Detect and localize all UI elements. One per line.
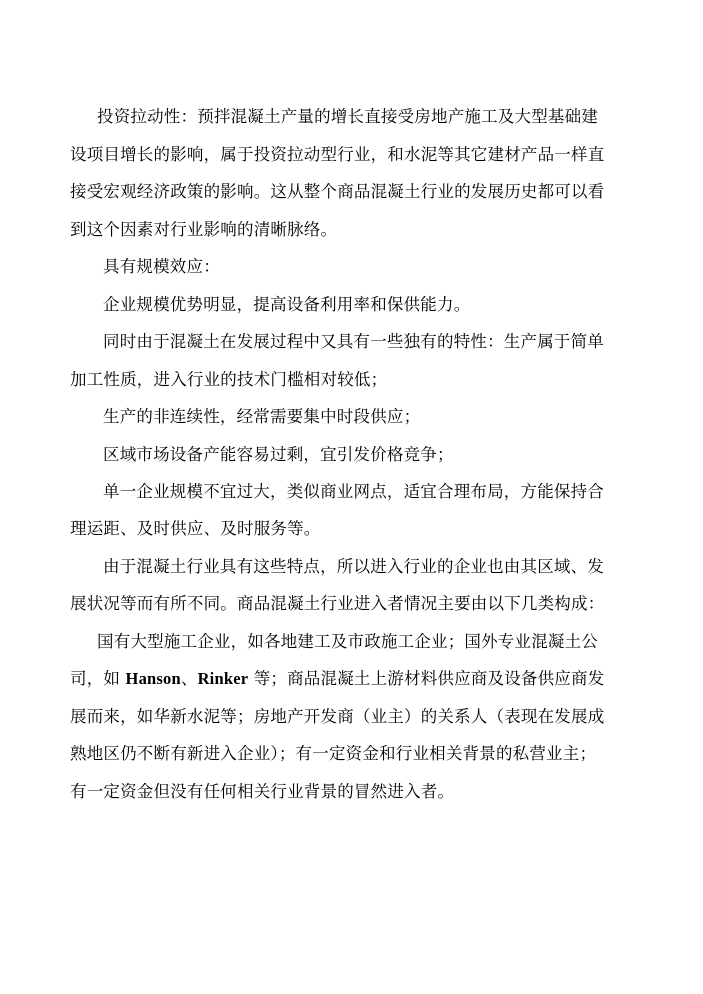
paragraph-line: 理运距、及时供应、及时服务等。	[70, 519, 321, 538]
paragraph-line: 到这个因素对行业影响的清晰脉络。	[70, 220, 338, 239]
paragraph-line: 企业规模优势明显，提高设备利用率和保供能力。	[103, 295, 471, 314]
paragraph-line: 熟地区仍不断有新进入企业）；有一定资金和行业相关背景的私营业主；	[70, 744, 597, 763]
company-name: Rinker	[197, 669, 249, 688]
paragraph-line: 设项目增长的影响，属于投资拉动型行业，和水泥等其它建材产品一样直	[70, 145, 605, 164]
paragraph-line: 展状况等而有所不同。商品混凝土行业进入者情况主要由以下几类构成：	[70, 594, 605, 613]
paragraph-line: 有一定资金但没有任何相关行业背景的冒然进入者。	[70, 782, 455, 801]
paragraph-line: 司，如 Hanson、Rinker 等；商品混凝土上游材料供应商及设备供应商发	[70, 669, 605, 688]
paragraph-line: 同时由于混凝土在发展过程中又具有一些独有的特性：生产属于简单	[103, 332, 604, 351]
paragraph-line: 加工性质，进入行业的技术门槛相对较低；	[70, 370, 388, 389]
company-name: Hanson	[125, 669, 181, 688]
paragraph-line: 接受宏观经济政策的影响。这从整个商品混凝土行业的发展历史都可以看	[70, 182, 605, 201]
paragraph-line: 展而来，如华新水泥等；房地产开发商（业主）的关系人（表现在发展成	[70, 707, 605, 726]
paragraph-line: 单一企业规模不宜过大，类似商业网点，适宜合理布局，方能保持合	[103, 482, 604, 501]
paragraph-line: 国有大型施工企业，如各地建工及市政施工企业；国外专业混凝土公	[97, 632, 598, 651]
paragraph-line: 由于混凝土行业具有这些特点，所以进入行业的企业也由其区域、发	[103, 557, 604, 576]
paragraph-line: 生产的非连续性，经常需要集中时段供应；	[103, 407, 421, 426]
paragraph-line: 投资拉动性：预拌混凝土产量的增长直接受房地产施工及大型基础建	[97, 107, 598, 126]
section-heading: 具有规模效应：	[103, 257, 220, 276]
paragraph-line: 区域市场设备产能容易过剩，宜引发价格竞争；	[103, 445, 454, 464]
